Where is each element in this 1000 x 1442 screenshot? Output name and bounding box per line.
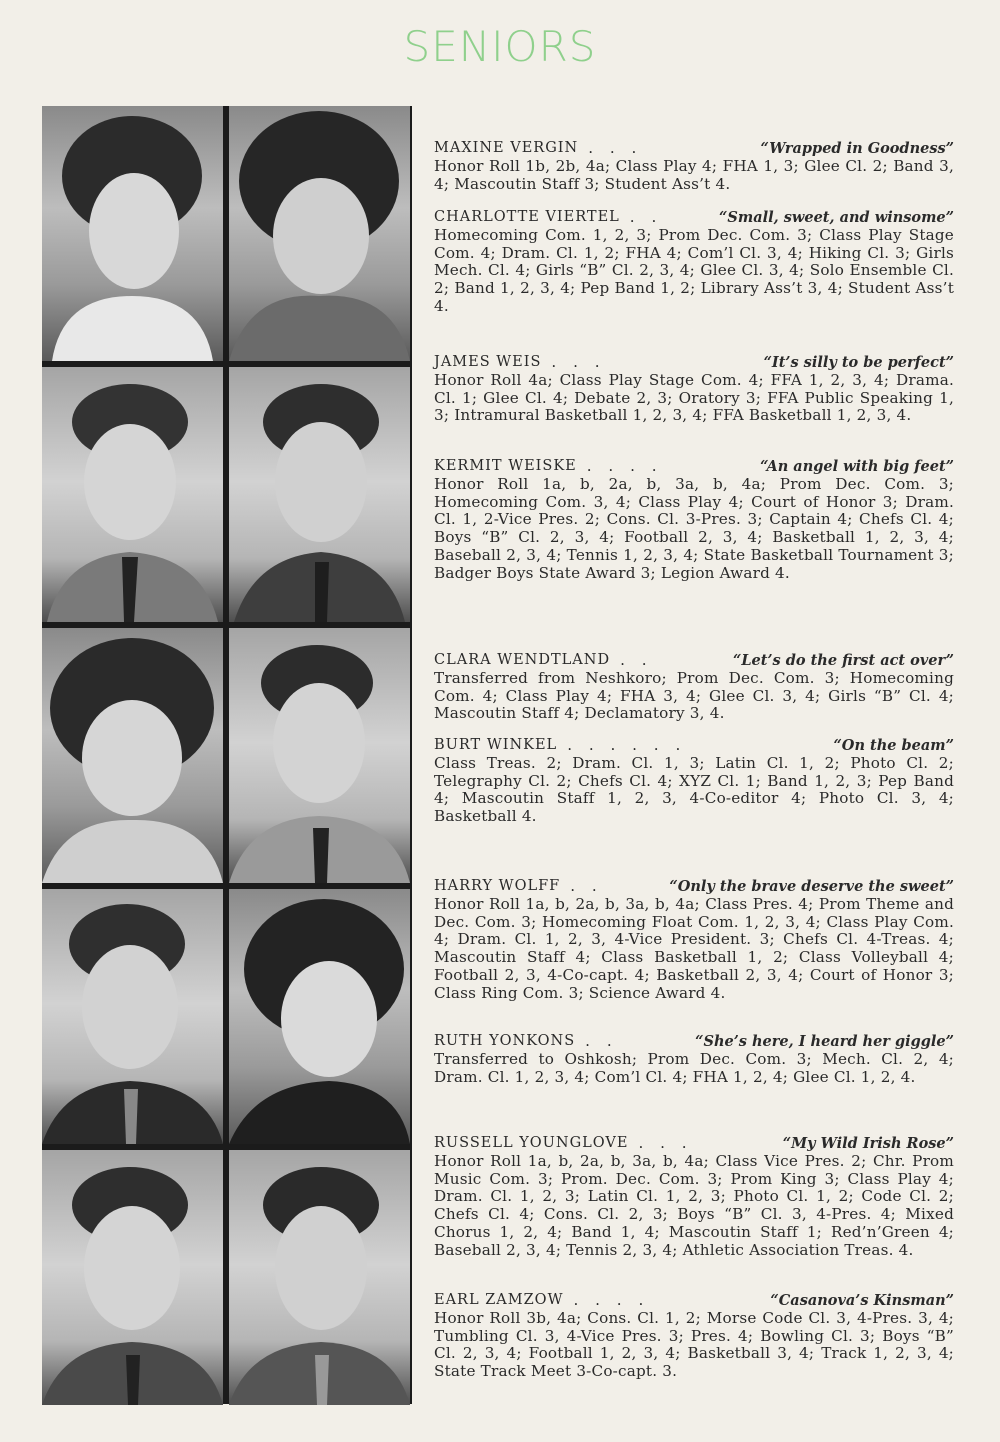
senior-activities: Honor Roll 1a, b, 2a, b, 3a, b, 4a; Class Vice Pres. 2; Chr. Prom Music Com. 3; Prom. Dec. Com. 3; Prom King 3; Class Play 4; Dram. Cl. 1, 2, 3; Latin Cl. 1, 2, 3; Photo Cl. 1, 2; Code Cl. 2; Chefs Cl. 4; Cons. Cl. 2, 3; Boys “B” Cl. 3, 4-Pres. 4; Mixed Chorus 1, 2, 4; Band 1, 4; Mascoutin Staff 1; Red’n’Green 4; Baseball 2, 3, 4; Tennis 2, 3, 4; Athletic Association Treas. 4.	[434, 1151, 954, 1259]
senior-entry	[434, 458, 954, 583]
senior-entry	[434, 1135, 954, 1260]
senior-entry	[434, 1033, 954, 1086]
leader-dots: . . . .	[573, 1291, 650, 1309]
senior-name: JAMES WEIS	[434, 354, 542, 370]
senior-quote: “She’s here, I heard her giggle”	[695, 1033, 954, 1050]
senior-name: KERMIT WEISKE	[434, 458, 577, 474]
portrait-james-weis	[42, 367, 223, 622]
senior-name: MAXINE VERGIN	[434, 140, 579, 156]
portrait-ruth-yonkons	[229, 889, 410, 1144]
senior-activities: Transferred to Oshkosh; Prom Dec. Com. 3; Mech. Cl. 2, 4; Dram. Cl. 1, 2, 3, 4; Com’l Cl. 4; FHA 1, 2, 4; Glee Cl. 1, 2, 4.	[434, 1049, 954, 1086]
senior-entry	[434, 140, 954, 193]
senior-entry	[434, 652, 954, 723]
senior-name: RUSSELL YOUNGLOVE	[434, 1135, 629, 1151]
senior-activities: Honor Roll 3b, 4a; Cons. Cl. 1, 2; Morse Code Cl. 3, 4-Pres. 3, 4; Tumbling Cl. 3, 4-Vice Pres. 3; Pres. 4; Bowling Cl. 3; Boys “B” Cl. 2, 3, 4; Football 1, 2, 3, 4; Basketball 3, 4; Track 1, 2, 3, 4; State Track Meet 3-Co-capt. 3.	[434, 1308, 954, 1381]
senior-quote: “Let’s do the first act over”	[733, 652, 954, 669]
senior-quote: “Only the brave deserve the sweet”	[669, 878, 954, 895]
leader-dots: . . .	[551, 353, 606, 371]
portrait-maxine-vergin	[42, 106, 223, 361]
senior-quote: “On the beam”	[833, 737, 954, 754]
senior-quote: “Small, sweet, and winsome”	[719, 209, 954, 226]
senior-name: HARRY WOLFF	[434, 878, 561, 894]
senior-entry	[434, 737, 954, 826]
senior-entry	[434, 1292, 954, 1381]
senior-entry	[434, 878, 954, 1003]
portrait-russell-younglove	[42, 1150, 223, 1405]
senior-entry	[434, 354, 954, 425]
portrait-earl-zamzow	[229, 1150, 410, 1405]
senior-name: BURT WINKEL	[434, 737, 558, 753]
leader-dots: . . . .	[586, 457, 663, 475]
senior-entry	[434, 209, 954, 316]
portrait-harry-wolff	[42, 889, 223, 1144]
senior-quote: “Wrapped in Goodness”	[760, 140, 954, 157]
senior-name: RUTH YONKONS	[434, 1033, 576, 1049]
senior-activities: Class Treas. 2; Dram. Cl. 1, 3; Latin Cl. 1, 2; Photo Cl. 2; Telegraphy Cl. 2; Chefs Cl. 4; XYZ Cl. 1; Band 1, 2, 3; Pep Band 4; Mascoutin Staff 1, 2, 3, 4-Co-editor 4; Photo Cl. 3, 4; Basketball 4.	[434, 753, 954, 826]
senior-name: EARL ZAMZOW	[434, 1292, 564, 1308]
leader-dots: . . . . . .	[567, 736, 687, 754]
leader-dots: . .	[629, 208, 663, 226]
senior-activities: Honor Roll 1b, 2b, 4a; Class Play 4; FHA 1, 3; Glee Cl. 2; Band 3, 4; Mascoutin Staff 3; Student Ass’t 4.	[434, 156, 954, 193]
senior-activities: Honor Roll 4a; Class Play Stage Com. 4; FFA 1, 2, 3, 4; Drama. Cl. 1; Glee Cl. 4; Debate 2, 3; Oratory 3; FFA Public Speaking 1, 3; Intramural Basketball 1, 2, 3, 4; FFA Basketball 1, 2, 3, 4.	[434, 370, 954, 425]
page-title: SENIORS	[403, 22, 597, 71]
senior-name: CLARA WENDTLAND	[434, 652, 611, 668]
senior-activities: Honor Roll 1a, b, 2a, b, 3a, b, 4a; Prom Dec. Com. 3; Homecoming Com. 3, 4; Class Play 4; Court of Honor 3; Dram. Cl. 1, 2-Vice Pres. 2; Cons. Cl. 3-Pres. 3; Captain 4; Chefs Cl. 4; Boys “B” Cl. 2, 3, 4; Football 2, 3, 4; Basketball 1, 2, 3, 4; Baseball 2, 3, 4; Tennis 1, 2, 3, 4; State Basketball Tournament 3; Badger Boys State Award 3; Legion Award 4.	[434, 474, 954, 582]
leader-dots: . .	[585, 1032, 618, 1050]
senior-activities: Transferred from Neshkoro; Prom Dec. Com. 3; Homecoming Com. 4; Class Play 4; FHA 3, 4; Glee Cl. 3, 4; Girls “B” Cl. 4; Mascoutin Staff 4; Declamatory 3, 4.	[434, 668, 954, 723]
leader-dots: . .	[570, 877, 603, 895]
portrait-kermit-weiske	[229, 367, 410, 622]
senior-name: CHARLOTTE VIERTEL	[434, 209, 620, 225]
portrait-grid	[42, 106, 412, 1404]
senior-activities: Honor Roll 1a, b, 2a, b, 3a, b, 4a; Class Pres. 4; Prom Theme and Dec. Com. 3; Homecoming Float Com. 1, 2, 3, 4; Class Play Com. 4; Dram. Cl. 1, 2, 3, 4-Vice President. 3; Chefs Cl. 4-Treas. 4; Mascoutin Staff 4; Class Basketball 1, 2; Class Volleyball 4; Football 2, 3, 4-Co-capt. 4; Basketball 2, 3, 4; Court of Honor 3; Class Ring Com. 3; Science Award 4.	[434, 894, 954, 1002]
portrait-charlotte-viertel	[229, 106, 410, 361]
senior-activities: Homecoming Com. 1, 2, 3; Prom Dec. Com. 3; Class Play Stage Com. 4; Dram. Cl. 1, 2; FHA 4; Com’l Cl. 3, 4; Hiking Cl. 3; Girls Mech. Cl. 4; Girls “B” Cl. 2, 3, 4; Glee Cl. 3, 4; Solo Ensemble Cl. 2; Band 1, 2, 3, 4; Pep Band 1, 2; Library Ass’t 3, 4; Student Ass’t 4.	[434, 225, 954, 315]
portrait-clara-wendtland	[42, 628, 223, 883]
senior-quote: “It’s silly to be perfect”	[763, 354, 954, 371]
leader-dots: . . .	[588, 139, 643, 157]
leader-dots: . . .	[638, 1134, 693, 1152]
senior-quote: “My Wild Irish Rose”	[782, 1135, 954, 1152]
leader-dots: . .	[620, 651, 653, 669]
senior-quote: “Casanova’s Kinsman”	[770, 1292, 954, 1309]
senior-quote: “An angel with big feet”	[760, 458, 954, 475]
portrait-burt-winkel	[229, 628, 410, 883]
